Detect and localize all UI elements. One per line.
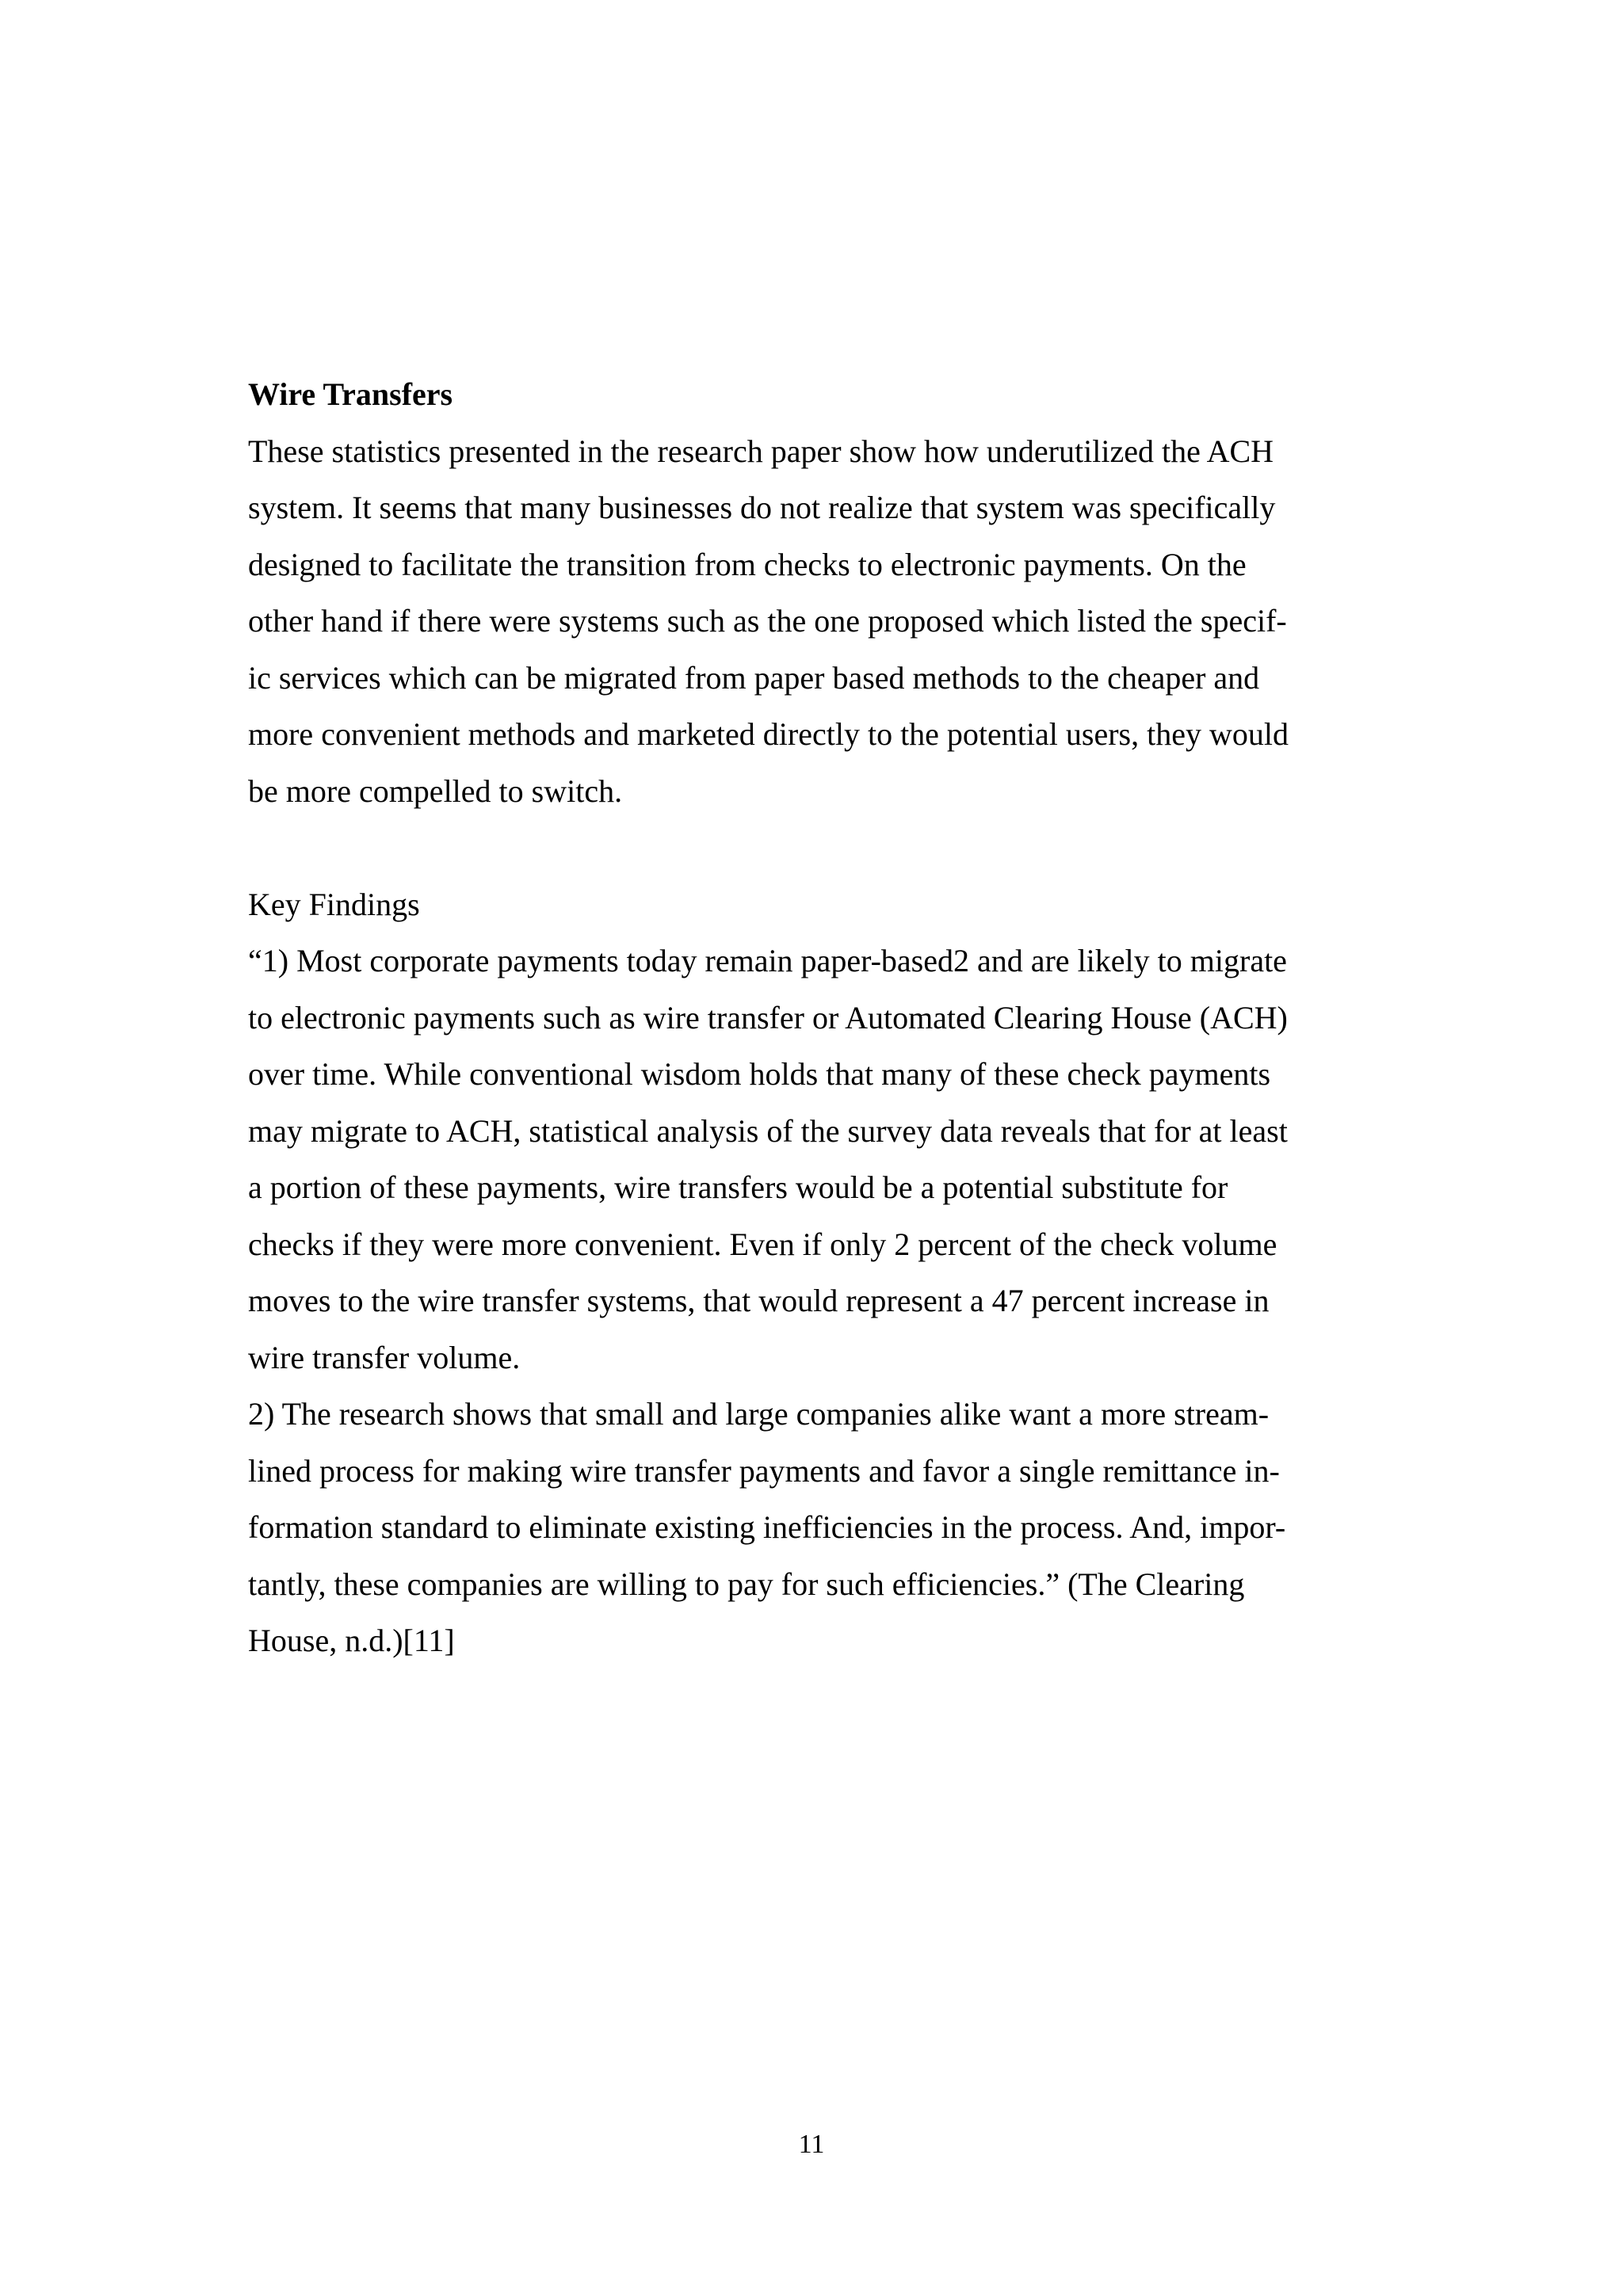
text-line: 2) The research shows that small and large companies alike want a more stream-: [248, 1396, 1270, 1432]
text-line: tantly, these companies are willing to pay for such efficiencies.” (The Clearing: [248, 1566, 1245, 1602]
quoted-findings: [248, 933, 1381, 1669]
text-line: wire transfer volume.: [248, 1339, 521, 1375]
page-body: [248, 366, 1381, 1669]
text-line: These statistics presented in the research paper show how underutilized the ACH: [248, 433, 1274, 469]
text-line: to electronic payments such as wire transfer or Automated Clearing House (ACH): [248, 999, 1288, 1035]
text-line: moves to the wire transfer systems, that would represent a 47 percent increase in: [248, 1283, 1270, 1318]
text-line: House, n.d.)[11]: [248, 1623, 455, 1658]
text-line: lined process for making wire transfer payments and favor a single remittance in-: [248, 1452, 1280, 1489]
text-line: “1) Most corporate payments today remain paper-based2 and are likely to migrate: [248, 943, 1287, 978]
text-line: system. It seems that many businesses do not realize that system was specifically: [248, 490, 1276, 525]
text-line: may migrate to ACH, statistical analysis of the survey data reveals that for at least: [248, 1112, 1288, 1149]
text-line: a portion of these payments, wire transfers would be a potential substitute for: [248, 1169, 1228, 1205]
text-line: be more compelled to switch.: [248, 772, 623, 809]
page-number: 11: [798, 2130, 825, 2159]
paragraph: [248, 423, 1381, 820]
text-line: other hand if there were systems such as the one proposed which listed the specif-: [248, 603, 1287, 639]
paragraph-spacer: [248, 819, 1381, 876]
subheading: Key Findings: [248, 886, 420, 922]
text-line: formation standard to eliminate existing inefficiencies in the process. And, impor-: [248, 1509, 1286, 1545]
text-line: more convenient methods and marketed directly to the potential users, they would: [248, 716, 1289, 752]
section-heading: Wire Transfers: [248, 376, 453, 412]
text-line: checks if they were more convenient. Even if only 2 percent of the check volume: [248, 1226, 1277, 1262]
text-line: ic services which can be migrated from paper based methods to the cheaper and: [248, 659, 1260, 696]
text-line: over time. While conventional wisdom holds that many of these check payments: [248, 1056, 1271, 1092]
text-line: designed to facilitate the transition from checks to electronic payments. On the: [248, 546, 1247, 582]
